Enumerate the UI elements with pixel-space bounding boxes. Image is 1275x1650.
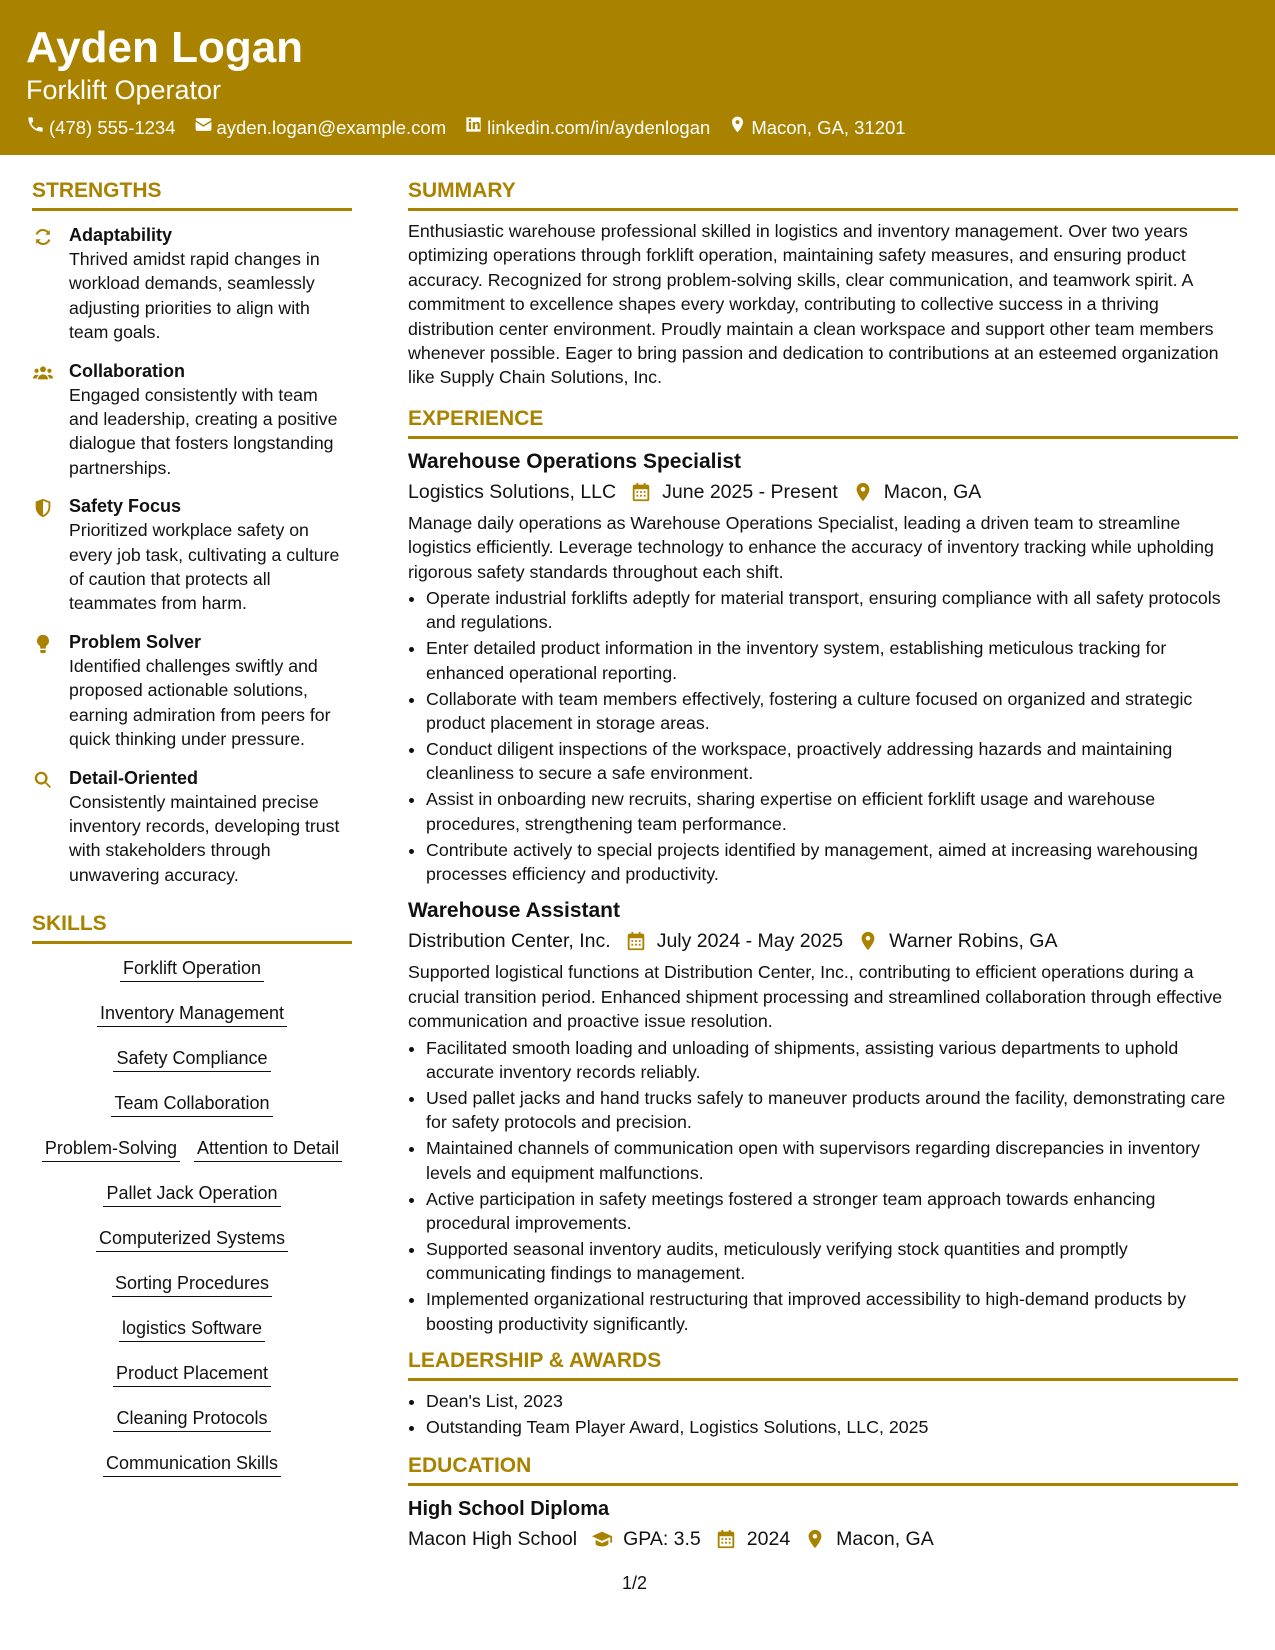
calendar-icon — [630, 481, 652, 503]
job-title: Forklift Operator — [26, 75, 222, 105]
skill-tag: Communication Skills — [103, 1451, 281, 1477]
strength-item — [32, 494, 352, 616]
map-pin-icon — [857, 930, 879, 952]
job-bullet: • Enter detailed product information in the inventory system, establishing meticulous tracking for enhanced operational reporting. — [426, 636, 1238, 685]
job-meta — [408, 477, 1238, 507]
strength-item — [32, 630, 352, 752]
skill-tag: Team Collaboration — [111, 1091, 272, 1117]
job-bullet: • Supported seasonal inventory audits, meticulously verifying stock quantities and promptly communicating findings to management. — [426, 1237, 1238, 1286]
strength-name: Collaboration — [69, 360, 185, 381]
job-entry — [408, 896, 1238, 1336]
users-icon — [32, 359, 69, 481]
skill-tag: Cleaning Protocols — [113, 1406, 270, 1432]
job-entry-title: Warehouse Assistant — [408, 899, 620, 923]
shield-icon — [32, 494, 69, 616]
job-description: Supported logistical functions at Distribution Center, Inc., contributing to efficient operations during a crucial transition period. Enhanced shipment processing and streamlined collaboration through effective communication and proactive issue resolution. — [408, 962, 1223, 1032]
job-entry-title: Warehouse Operations Specialist — [408, 449, 741, 473]
education-meta — [408, 1524, 1238, 1554]
school-location: Macon, GA — [836, 1528, 934, 1551]
strength-desc: Prioritized workplace safety on every job task, cultivating a culture of caution that protects all teammates from harm. — [69, 520, 340, 614]
job-bullet: • Contribute actively to special projects identified by management, aimed at increasing warehousing processes efficiency and productivity. — [426, 838, 1238, 887]
skill-tag: Problem-Solving — [42, 1136, 180, 1162]
page-number: 1/2 — [622, 1573, 648, 1593]
strength-item — [32, 223, 352, 345]
job-bullets — [408, 586, 1238, 886]
job-description: Manage daily operations as Warehouse Operations Specialist, leading a driven team to streamline logistics efficiently. Leverage technology to enhance the accuracy of inventory tracking while upholding rigorous safety standards throughout each shift. — [408, 512, 1214, 582]
linkedin-icon — [464, 115, 487, 141]
awards-heading: LEADERSHIP & AWARDS — [408, 1346, 1238, 1381]
refresh-icon — [32, 223, 69, 345]
strength-item — [32, 766, 352, 888]
contact-email[interactable] — [194, 115, 447, 141]
strength-desc: Identified challenges swiftly and proposed actionable solutions, earning admiration from peers for quick thinking under pressure. — [69, 655, 331, 750]
skill-tag: Safety Compliance — [113, 1046, 270, 1072]
skill-tag: Forklift Operation — [120, 956, 264, 982]
job-bullet: • Implemented organizational restructuring that improved accessibility to high-demand products by boosting productivity significantly. — [426, 1287, 1238, 1336]
skills-list — [32, 956, 352, 1496]
job-dates: June 2025 - Present — [662, 480, 838, 503]
contact-linkedin[interactable] — [464, 115, 710, 141]
job-dates: July 2024 - May 2025 — [656, 930, 844, 953]
contact-linkedin-text: linkedin.com/in/aydenlogan — [487, 117, 711, 138]
graduation-cap-icon — [591, 1528, 613, 1550]
job-company: Distribution Center, Inc. — [408, 930, 611, 953]
strengths-heading: STRENGTHS — [32, 176, 352, 211]
strength-name: Problem Solver — [69, 631, 202, 652]
job-location: Warner Robins, GA — [889, 930, 1058, 953]
search-icon — [32, 766, 69, 888]
awards-list — [408, 1389, 1238, 1439]
job-meta — [408, 926, 1238, 956]
contact-location-text: Macon, GA, 31201 — [751, 117, 906, 138]
award-item: • Outstanding Team Player Award, Logistics Solutions, LLC, 2025 — [426, 1415, 1238, 1439]
job-bullets — [408, 1036, 1238, 1336]
education-heading: EDUCATION — [408, 1451, 1238, 1486]
map-pin-icon — [804, 1528, 826, 1550]
job-bullet: • Facilitated smooth loading and unloading of shipments, assisting various departments to uphold accurate inventory records reliably. — [426, 1036, 1238, 1085]
skill-tag: Sorting Procedures — [112, 1271, 272, 1297]
job-entry — [408, 447, 1238, 887]
strength-item — [32, 359, 352, 481]
candidate-name: Ayden Logan — [26, 23, 304, 72]
job-bullet: • Used pallet jacks and hand trucks safely to maneuver products around the facility, demonstrating care for safety protocols and precision. — [426, 1086, 1238, 1135]
job-bullet: • Operate industrial forklifts adeptly for material transport, ensuring compliance with all safety protocols and regulations. — [426, 586, 1238, 635]
skill-tag: Product Placement — [113, 1361, 271, 1387]
contact-location — [728, 115, 905, 141]
strength-name: Adaptability — [69, 225, 173, 245]
right-column — [408, 176, 1238, 1558]
left-column — [32, 176, 352, 1496]
experience-heading: EXPERIENCE — [408, 404, 1238, 439]
job-bullet: • Active participation in safety meetings fostered a stronger team approach towards enhancing procedural improvements. — [426, 1187, 1238, 1236]
degree-title: High School Diploma — [408, 1498, 610, 1521]
award-item: • Dean's List, 2023 — [426, 1389, 1238, 1413]
contact-phone-text: (478) 555-1234 — [49, 117, 176, 138]
job-bullet: • Maintained channels of communication open with supervisors regarding discrepancies in inventory levels and equipment malfunctions. — [426, 1136, 1238, 1185]
job-location: Macon, GA — [883, 480, 982, 503]
job-bullet: • Conduct diligent inspections of the workspace, proactively addressing hazards and maintaining cleanliness to secure a safe environment. — [426, 737, 1238, 786]
summary-heading: SUMMARY — [408, 176, 1238, 211]
strength-desc: Thrived amidst rapid changes in workload demands, seamlessly adjusting priorities to align with team goals. — [69, 249, 320, 343]
envelope-icon — [194, 115, 217, 141]
skills-heading: SKILLS — [32, 909, 352, 944]
lightbulb-icon — [32, 630, 69, 752]
contact-email-text: ayden.logan@example.com — [216, 117, 447, 138]
map-pin-icon — [728, 115, 751, 141]
calendar-icon — [625, 930, 647, 952]
strength-desc: Consistently maintained precise inventory records, developing trust with stakeholders through unwavering accuracy. — [69, 791, 340, 885]
skill-tag: Computerized Systems — [96, 1226, 288, 1252]
map-pin-icon — [852, 481, 874, 503]
resume-header — [0, 0, 1275, 155]
job-company: Logistics Solutions, LLC — [408, 480, 617, 503]
strength-desc: Engaged consistently with team and leadership, creating a positive dialogue that fosters longstanding partnerships. — [69, 384, 338, 478]
skill-tag: Inventory Management — [97, 1001, 287, 1027]
strengths-list — [32, 223, 352, 887]
skill-tag: logistics Software — [119, 1316, 265, 1342]
school-name: Macon High School — [408, 1528, 578, 1551]
calendar-icon — [715, 1528, 737, 1550]
graduation-year: 2024 — [746, 1528, 791, 1551]
phone-icon — [26, 115, 49, 141]
summary-text: Enthusiastic warehouse professional skilled in logistics and inventory management. Over two years optimizing operations through forklift operation, maintaining safety measures, and ensuring product accuracy. Recognized for strong problem-solving skills, clear communication, and teamwork spirit. A commitment to excellence shapes every workday, contributing to collective success in a thriving distribution center environment. Proudly maintain a clean workspace and support other team members whenever possible. Eager to bring passion and dedication to contributions at an esteemed organization like Supply Chain Solutions, Inc. — [408, 221, 1219, 388]
skill-tag: Pallet Jack Operation — [103, 1181, 280, 1207]
job-bullet: • Assist in onboarding new recruits, sharing expertise on efficient forklift usage and warehouse procedures, strengthening team performance. — [426, 787, 1238, 836]
strength-name: Detail-Oriented — [69, 767, 199, 788]
contact-phone[interactable] — [26, 115, 176, 141]
strength-name: Safety Focus — [69, 496, 182, 517]
contact-bar — [26, 115, 924, 141]
gpa: GPA: 3.5 — [623, 1528, 701, 1551]
skill-tag: Attention to Detail — [194, 1136, 342, 1162]
job-bullet: • Collaborate with team members effectively, fostering a culture focused on organized and strategic product placement in storage areas. — [426, 687, 1238, 736]
